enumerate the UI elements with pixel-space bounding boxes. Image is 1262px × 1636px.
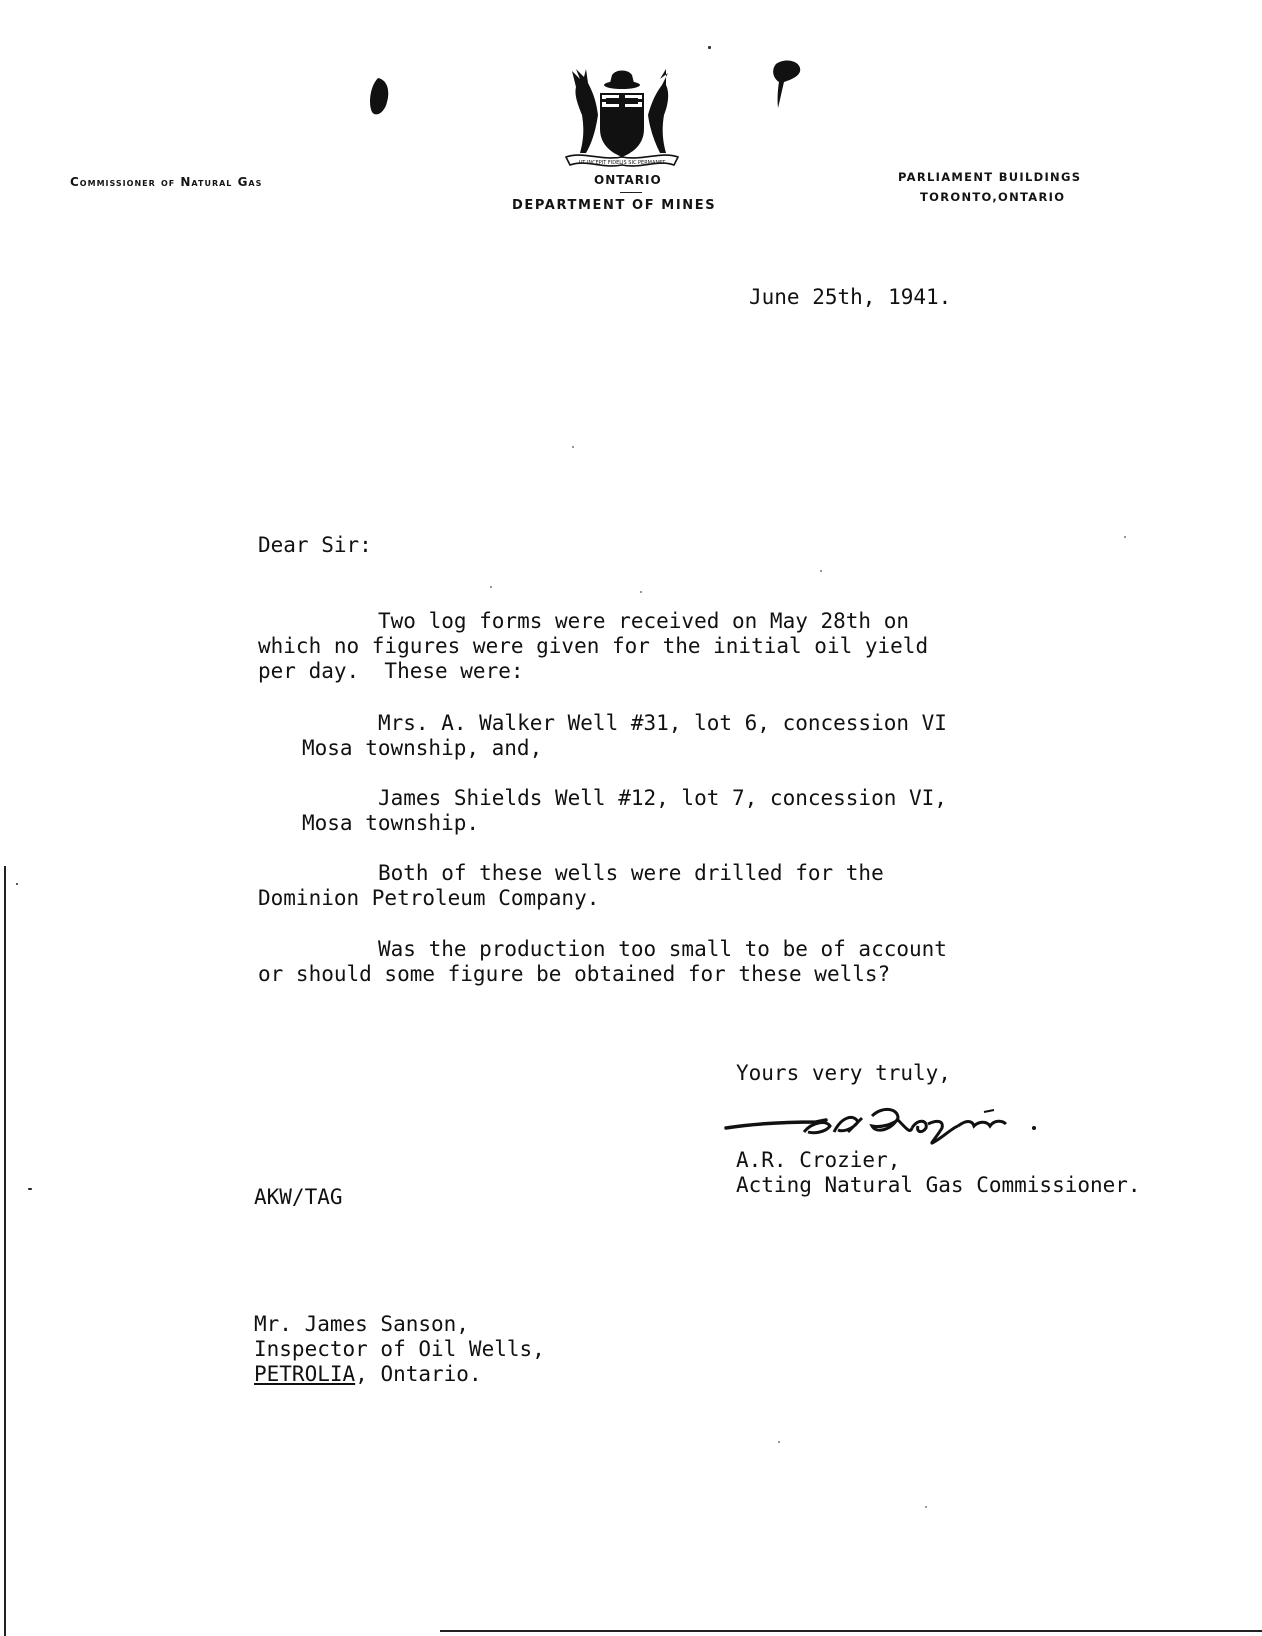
ontario-coat-of-arms-icon	[562, 65, 682, 170]
paragraph1-line3: per day. These were:	[258, 659, 524, 683]
letter-date: June 25th, 1941.	[749, 285, 952, 309]
scan-speck	[16, 883, 18, 885]
well1-line2: Mosa township, and,	[302, 736, 543, 760]
scan-speck	[640, 591, 642, 593]
recipient-city: PETROLIA	[254, 1362, 356, 1386]
recipient-line3	[254, 1362, 482, 1387]
scan-speck	[925, 1506, 927, 1508]
letterhead-commissioner: Commissioner of Natural Gas	[70, 175, 263, 189]
paragraph2-line1: Both of these wells were drilled for the	[378, 861, 884, 885]
letterhead-province: ONTARIO	[594, 173, 662, 187]
letterhead-address-line1: PARLIAMENT BUILDINGS	[898, 170, 1082, 184]
scan-speck	[778, 1441, 780, 1443]
scan-speck	[490, 586, 492, 588]
well2-line1: James Shields Well #12, lot 7, concession VI,	[378, 786, 947, 810]
reference-initials: AKW/TAG	[254, 1185, 343, 1209]
ink-blot-left	[368, 76, 392, 118]
letterhead-address-line2: TORONTO,ONTARIO	[920, 190, 1066, 204]
well1-line1: Mrs. A. Walker Well #31, lot 6, concession VI	[378, 711, 947, 735]
letterhead-rule	[620, 192, 642, 193]
scan-speck	[820, 570, 822, 572]
salutation: Dear Sir:	[258, 533, 372, 557]
scan-speck	[572, 446, 574, 448]
letterhead-department: DEPARTMENT OF MINES	[512, 198, 717, 213]
signer-name: A.R. Crozier,	[736, 1148, 901, 1172]
paragraph3-line2: or should some figure be obtained for these wells?	[258, 962, 891, 986]
paragraph2-line2: Dominion Petroleum Company.	[258, 886, 600, 910]
scan-speck	[28, 1188, 32, 1190]
crest-motto: UT INCEPIT FIDELIS SIC PERMANET	[578, 160, 666, 166]
scan-edge-bottom	[440, 1630, 1262, 1632]
recipient-line2: Inspector of Oil Wells,	[254, 1337, 545, 1361]
scan-speck	[1124, 536, 1126, 538]
signer-title: Acting Natural Gas Commissioner.	[736, 1173, 1141, 1197]
recipient-province: , Ontario.	[355, 1362, 482, 1386]
paragraph1-line2: which no figures were given for the initial oil yield	[258, 634, 929, 658]
ink-blot-right	[770, 58, 804, 110]
paragraph3-line1: Was the production too small to be of account	[378, 937, 947, 961]
paragraph1-line1: Two log forms were received on May 28th on	[378, 609, 910, 633]
closing: Yours very truly,	[736, 1061, 951, 1085]
well2-line2: Mosa township.	[302, 811, 480, 835]
scan-speck	[708, 46, 711, 49]
recipient-line1: Mr. James Sanson,	[254, 1312, 469, 1336]
scan-edge-left	[4, 866, 6, 1636]
